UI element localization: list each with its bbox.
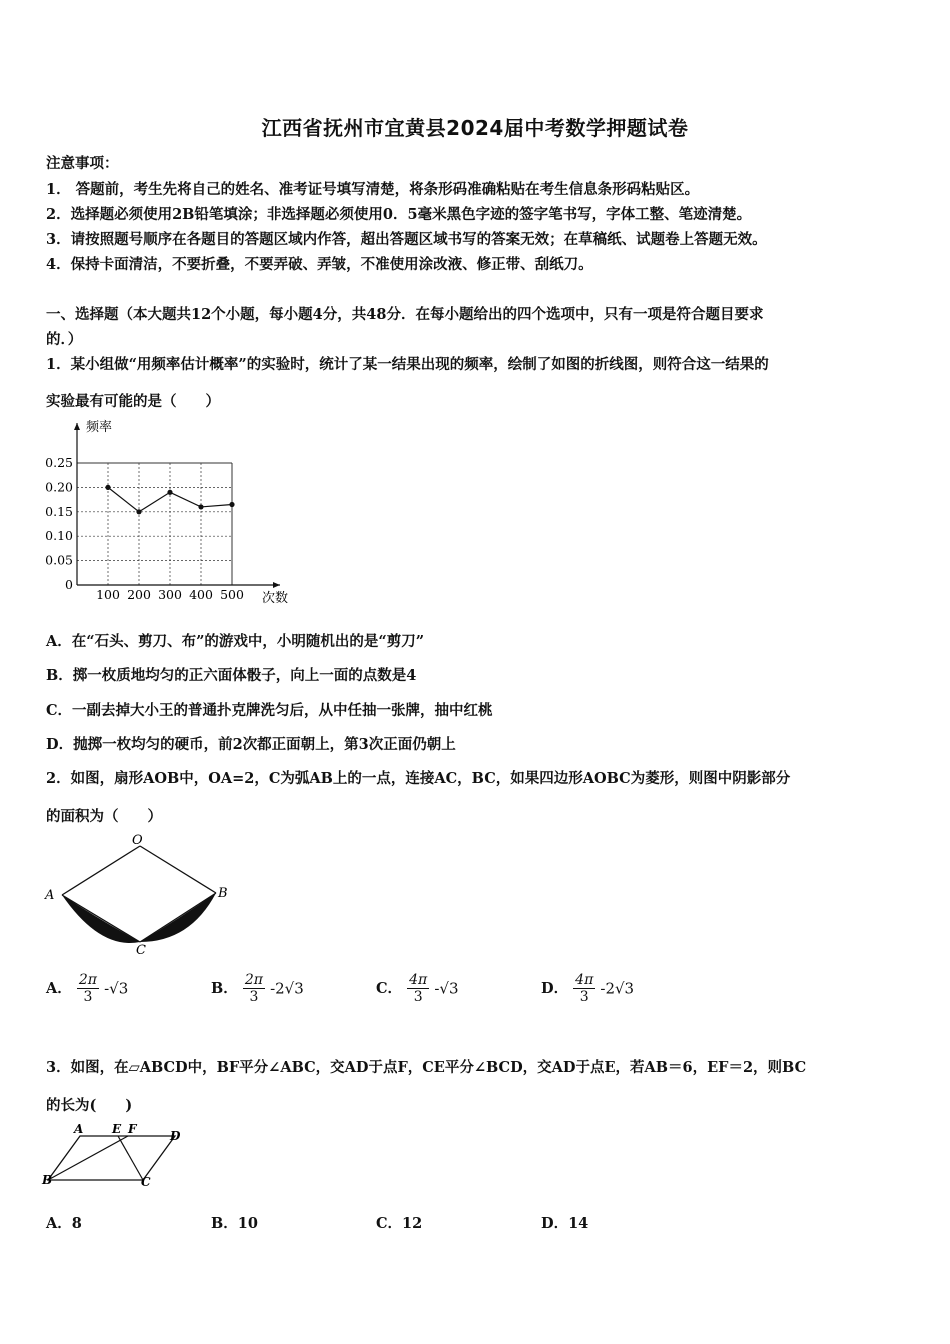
chart-data-point: [136, 509, 141, 514]
q2-option-c: [376, 972, 459, 1005]
chart-data-point: [105, 485, 110, 490]
q1-option-a: A．在“石头、剪刀、布”的游戏中，小明随机出的是“剪刀”: [46, 633, 425, 650]
notice-item-2: 2．选择题必须使用2B铅笔填涂；非选择题必须使用0．5毫米黑色字迹的签字笔书写，字体工整、笔迹清楚。: [46, 206, 752, 223]
q2-option-c-rest: -√3: [434, 979, 459, 998]
q2-option-a-rest: -√3: [104, 979, 129, 998]
chart-y-tick-label: 0.25: [45, 455, 73, 470]
q2-option-c-fraction: [407, 972, 429, 1005]
segment-ob: [140, 846, 216, 893]
notice-item-4: 4．保持卡面清洁，不要折叠，不要弄破、弄皱，不准使用涂改液、修正带、刮纸刀。: [46, 256, 593, 273]
segment-bf: [48, 1136, 128, 1180]
label-a: A: [45, 888, 55, 903]
q3-stem-line2: 的长为( ): [46, 1097, 133, 1114]
chart-data-point: [198, 504, 203, 509]
numerator: 2π: [78, 972, 97, 988]
q2-option-d-fraction: [573, 972, 595, 1005]
chart-x-tick-label: 200: [127, 587, 151, 602]
q1-stem-line2: 实验最有可能的是（ ）: [46, 393, 220, 410]
denominator: 3: [413, 989, 423, 1005]
q2-option-b-fraction: [243, 972, 265, 1005]
q3-option-c: C．12: [376, 1215, 423, 1232]
q2-option-b-label: B．: [211, 980, 238, 997]
label-c: C: [136, 943, 146, 955]
q2-option-d-rest: -2√3: [600, 979, 635, 998]
denominator: 3: [249, 989, 259, 1005]
q3-option-a: A．8: [46, 1215, 82, 1232]
segment-ce: [118, 1136, 143, 1180]
chart-data-point: [167, 490, 172, 495]
label-b: B: [42, 1173, 53, 1187]
label-c: C: [141, 1175, 151, 1189]
q2-option-d-label: D．: [541, 980, 569, 997]
notice-item-3: 3．请按照题号顺序在各题目的答题区域内作答，超出答题区域书写的答案无效；在草稿纸、试题卷上答题无效。: [46, 231, 767, 248]
label-o: O: [132, 833, 143, 848]
q2-sector-figure: [40, 830, 235, 955]
q3-option-d: D．14: [541, 1215, 589, 1232]
q3-option-b: B．10: [211, 1215, 258, 1232]
q2-option-a: [46, 972, 128, 1005]
q2-option-b-rest: -2√3: [270, 979, 304, 998]
label-e: E: [112, 1122, 122, 1136]
segment-ac: [62, 895, 140, 942]
numerator: 4π: [409, 972, 428, 988]
label-a: A: [74, 1122, 84, 1136]
q2-stem-line2: 的面积为（ ）: [46, 808, 162, 825]
chart-y-arrow: [74, 423, 80, 430]
q2-option-c-label: C．: [376, 980, 403, 997]
segment-bc: [140, 893, 216, 942]
section1-line1: 一、选择题（本大题共12个小题，每小题4分，共48分．在每小题给出的四个选项中，只有一项是符合题目要求: [46, 306, 764, 323]
section1-line2: 的．）: [46, 331, 83, 348]
chart-data-point: [229, 502, 234, 507]
chart-y-axis-label: 频率: [86, 420, 113, 435]
page-title: 江西省抚州市宜黄县2024届中考数学押题试卷: [261, 116, 689, 140]
q1-frequency-chart: [40, 415, 310, 610]
chart-y-tick-label: 0.20: [45, 479, 73, 495]
q1-option-c: C．一副去掉大小王的普通扑克牌洗匀后，从中任抽一张牌，抽中红桃: [46, 702, 493, 719]
chart-y-tick-label: 0.05: [45, 552, 73, 568]
numerator: 2π: [244, 972, 263, 988]
label-d: D: [170, 1129, 181, 1143]
chart-x-tick-label: 500: [220, 587, 244, 602]
notice-heading: 注意事项：: [46, 155, 119, 172]
q2-stem-line1: 2．如图，扇形AOB中，OA=2，C为弧AB上的一点，连接AC，BC，如果四边形AOBC为菱形，则图中阴影部分: [46, 770, 791, 787]
parallelogram-abcd: [48, 1136, 175, 1180]
q2-option-a-label: A．: [46, 980, 72, 997]
q2-option-a-fraction: [77, 972, 99, 1005]
q3-parallelogram-figure: [40, 1120, 190, 1195]
chart-x-arrow: [273, 582, 280, 588]
chart-x-axis-label: 次数: [262, 591, 289, 606]
numerator: 4π: [575, 972, 594, 988]
chart-x-tick-label: 400: [189, 587, 213, 602]
chart-x-tick-label: 100: [96, 587, 120, 602]
chart-y-tick-label: 0.10: [45, 528, 73, 544]
denominator: 3: [579, 989, 589, 1005]
notice-item-1: 1． 答题前，考生先将自己的姓名、准考证号填写清楚，将条形码准确粘贴在考生信息条形码粘贴区。: [46, 181, 700, 198]
label-b: B: [218, 886, 228, 901]
q1-option-b: B．掷一枚质地均匀的正六面体骰子，向上一面的点数是4: [46, 667, 417, 684]
q2-option-b: [211, 972, 304, 1005]
chart-y-tick-label: 0: [65, 577, 73, 592]
chart-x-tick-label: 300: [158, 587, 182, 602]
label-f: F: [128, 1122, 137, 1136]
q1-option-d: D．抛掷一枚均匀的硬币，前2次都正面朝上，第3次正面仍朝上: [46, 736, 456, 753]
chart-y-tick-label: 0.15: [45, 503, 73, 519]
q3-stem-line1: 3．如图，在▱ABCD中，BF平分∠ABC，交AD于点F，CE平分∠BCD，交AD于点E，若AB＝6，EF＝2，则BC: [46, 1059, 807, 1076]
denominator: 3: [83, 989, 93, 1005]
q2-option-d: [541, 972, 634, 1005]
q1-stem-line1: 1．某小组做“用频率估计概率”的实验时，统计了某一结果出现的频率，绘制了如图的折线图，则符合这一结果的: [46, 356, 769, 373]
segment-oa: [62, 846, 140, 895]
